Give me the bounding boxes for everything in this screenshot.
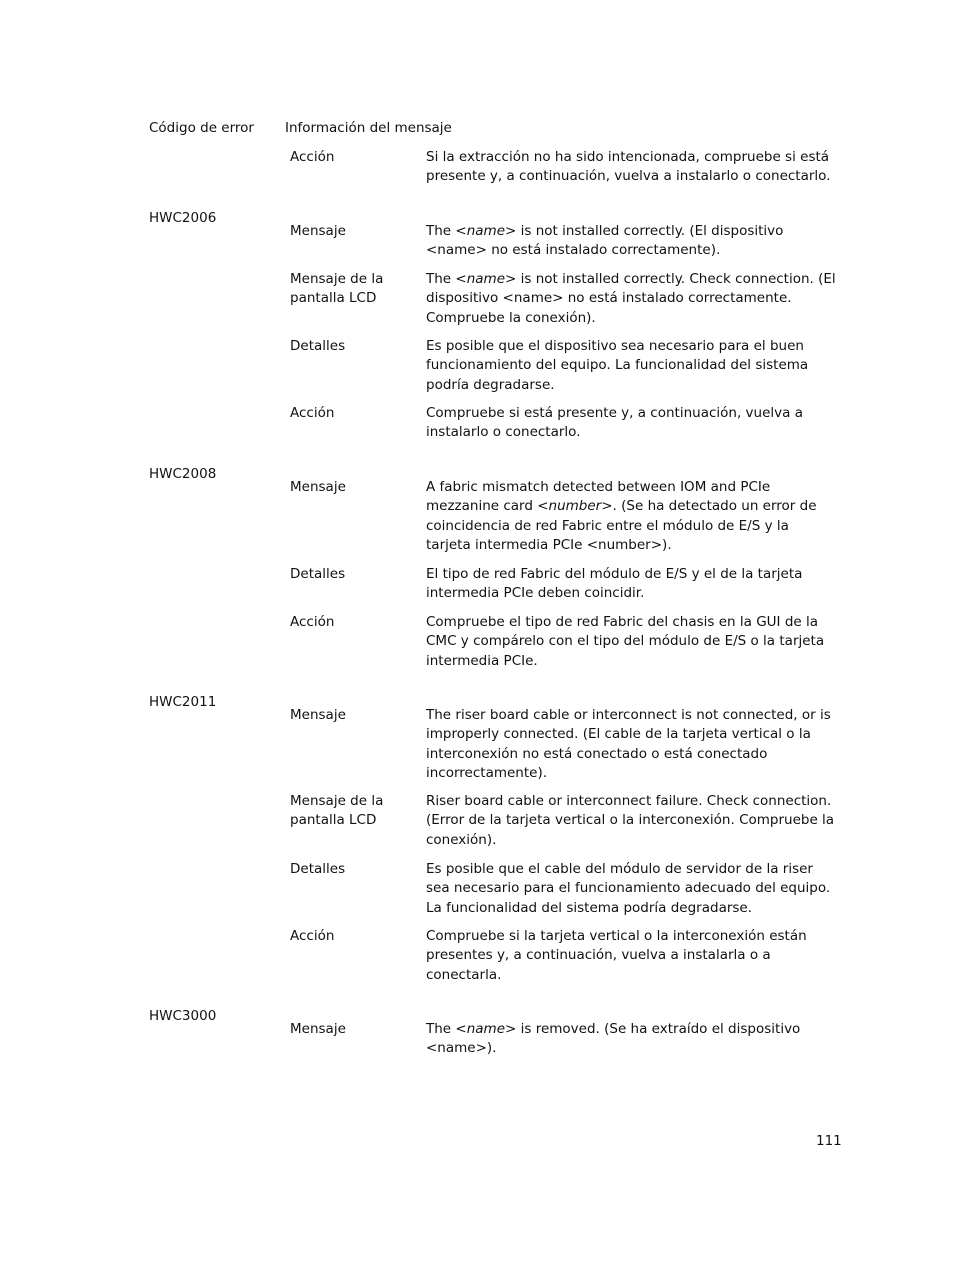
column-header-info: Información del mensaje (285, 120, 452, 136)
message-text: The riser board cable or interconnect is not connected, or is improperly connected. (El cable de la tarjeta vertical o la interconexión no está conectado o está conectado incorrectamente). (426, 707, 831, 781)
lcd-message-text: The <name> is not installed correctly. Check connection. (El dispositivo <name> no está instalado correctamente. Compruebe la conexión). (426, 271, 836, 326)
details-text: El tipo de red Fabric del módulo de E/S y el de la tarjeta intermedia PCIe deben coincidir. (426, 566, 803, 602)
action-text: Compruebe el tipo de red Fabric del chasis en la GUI de la CMC y compárelo con el tipo del módulo de E/S o la tarjeta intermedia PCIe. (426, 614, 825, 669)
action-label: Acción (290, 614, 335, 630)
message-label: Mensaje (290, 1021, 346, 1037)
message-text: A fabric mismatch detected between IOM and PCIe mezzanine card <number>. (Se ha detectado un error de coincidencia de red Fabric entre el módulo de E/S y la tarjeta intermedia PCIe <number>). (426, 479, 817, 553)
details-label: Detalles (290, 861, 346, 877)
message-label: Mensaje (290, 223, 346, 239)
page-number: 111 (816, 1133, 842, 1149)
details-label: Detalles (290, 566, 346, 582)
error-code: HWC3000 (149, 1008, 217, 1024)
details-text: Es posible que el cable del módulo de servidor de la riser sea necesario para el funcionamiento adecuado del equipo. La funcionalidad del sistema podría degradarse. (426, 861, 831, 916)
action-label: Acción (290, 405, 335, 421)
action-label: Acción (290, 149, 335, 165)
lcd-message-label: Mensaje de la pantalla LCD (290, 793, 384, 829)
message-label: Mensaje (290, 707, 346, 723)
error-code: HWC2011 (149, 694, 217, 710)
message-text: The <name> is removed. (Se ha extraído el dispositivo <name>). (426, 1021, 801, 1057)
message-label: Mensaje (290, 479, 346, 495)
column-header-code: Código de error (149, 120, 254, 136)
details-label: Detalles (290, 338, 346, 354)
error-code: HWC2006 (149, 210, 217, 226)
action-text: Compruebe si está presente y, a continuación, vuelva a instalarlo o conectarlo. (426, 405, 803, 441)
action-text: Si la extracción no ha sido intencionada, compruebe si está presente y, a continuación, vuelva a instalarlo o conectarlo. (426, 149, 831, 185)
lcd-message-label: Mensaje de la pantalla LCD (290, 271, 384, 307)
error-code: HWC2008 (149, 466, 217, 482)
details-text: Es posible que el dispositivo sea necesario para el buen funcionamiento del equipo. La funcionalidad del sistema podría degradarse. (426, 338, 809, 393)
lcd-message-text: Riser board cable or interconnect failure. Check connection. (Error de la tarjeta vertical o la interconexión. Compruebe la conexión). (426, 793, 835, 848)
action-text: Compruebe si la tarjeta vertical o la interconexión están presentes y, a continuación, vuelva a instalarla o a conectarla. (426, 928, 807, 983)
action-label: Acción (290, 928, 335, 944)
message-text: The <name> is not installed correctly. (El dispositivo <name> no está instalado correctamente). (426, 223, 784, 259)
